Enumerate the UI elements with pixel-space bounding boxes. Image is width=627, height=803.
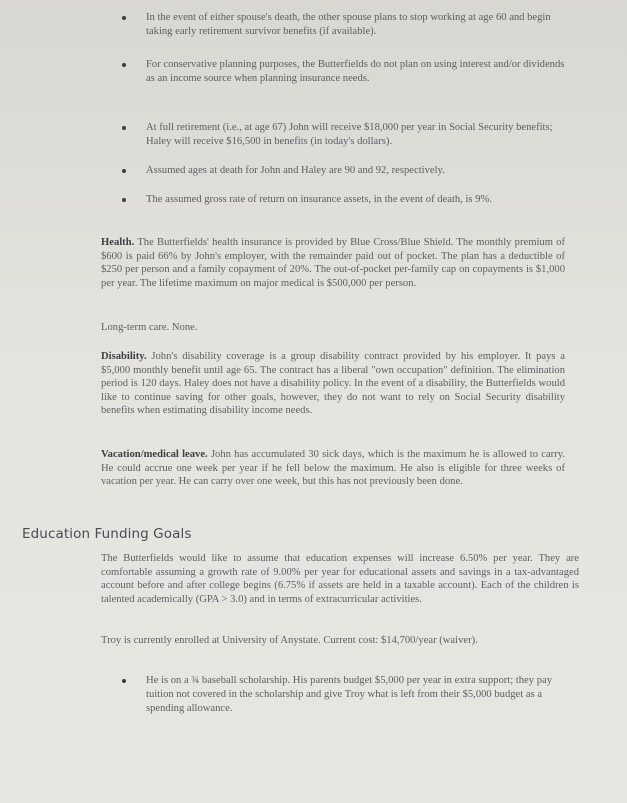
list-item-text: At full retirement (i.e., at age 67) John will receive $18,000 per year in Social Security benefits; Haley will receive $16,500 in benefits (in today's dollars). xyxy=(146,122,553,147)
list-item-text: The assumed gross rate of return on insurance assets, in the event of death, is 9%. xyxy=(146,194,492,205)
troy-enrollment-paragraph: Troy is currently enrolled at University of Anystate. Current cost: $14,700/year (waiver). xyxy=(101,635,478,646)
disability-paragraph xyxy=(101,350,565,418)
list-item xyxy=(122,58,570,86)
list-item xyxy=(122,11,570,39)
long-term-care-text: Long-term care. None. xyxy=(101,322,198,333)
disability-label: Disability. xyxy=(101,351,147,362)
list-item xyxy=(122,121,570,149)
section-heading: Education Funding Goals xyxy=(22,526,192,542)
list-item-text: Assumed ages at death for John and Haley are 90 and 92, respectively. xyxy=(146,165,445,176)
long-term-care-paragraph xyxy=(101,321,565,335)
bullet-icon xyxy=(122,126,126,130)
list-item xyxy=(122,193,570,207)
bullet-icon xyxy=(122,679,126,683)
education-paragraph: The Butterfields would like to assume that education expenses will increase 6.50% per year. They are comfortable assuming a growth rate of 9.00% per year for educational assets and savings in a tax-advantaged account before and after college begins (6.75% if assets are held in a taxable account). Each of the children is talented academically (GPA > 3.0) and in terms of extracurricular activities. xyxy=(101,553,579,605)
list-item-text: He is on a ¾ baseball scholarship. His parents budget $5,000 per year in extra support; they pay tuition not covered in the scholarship and give Troy what is left from their $5,000 budget as a spending allowance. xyxy=(146,675,552,714)
health-label: Health. xyxy=(101,237,135,248)
vacation-paragraph xyxy=(101,448,565,489)
bullet-icon xyxy=(122,169,126,173)
disability-text: John's disability coverage is a group disability contract provided by his employer. It pays a $5,000 monthly benefit until age 65. The contract has a liberal "own occupation" definition. The elimination period is 120 days. Haley does not have a disability policy. In the event of a disability, the Butterfields would like to continue saving for other goals, however, they do not want to rely on Social Security disability benefits when estimating disability income needs. xyxy=(101,351,565,417)
list-item xyxy=(122,164,570,178)
health-text: The Butterfields' health insurance is provided by Blue Cross/Blue Shield. The monthly premium of $600 is paid 66% by John's employer, with the remainder paid out of pocket. The plan has a deductible of $250 per person and a family copayment of 20%. The out-of-pocket per-family cap on copayments is $1,000 per year. The lifetime maximum on major medical is $500,000 per person. xyxy=(101,237,565,289)
list-item-text: In the event of either spouse's death, the other spouse plans to stop working at age 60 and begin taking early retirement survivor benefits (if available). xyxy=(146,12,551,37)
bullet-icon xyxy=(122,198,126,202)
health-paragraph xyxy=(101,236,565,290)
list-item xyxy=(122,674,582,716)
bullet-icon xyxy=(122,16,126,20)
bullet-icon xyxy=(122,63,126,67)
vacation-text: John has accumulated 30 sick days, which is the maximum he is allowed to carry. He could accrue one week per year if he fell below the maximum. He also is eligible for three weeks of vacation per year. He can carry over one week, but this has not previously been done. xyxy=(101,449,565,488)
list-item-text: For conservative planning purposes, the Butterfields do not plan on using interest and/or dividends as an income source when planning insurance needs. xyxy=(146,59,565,84)
vacation-label: Vacation/medical leave. xyxy=(101,449,208,460)
